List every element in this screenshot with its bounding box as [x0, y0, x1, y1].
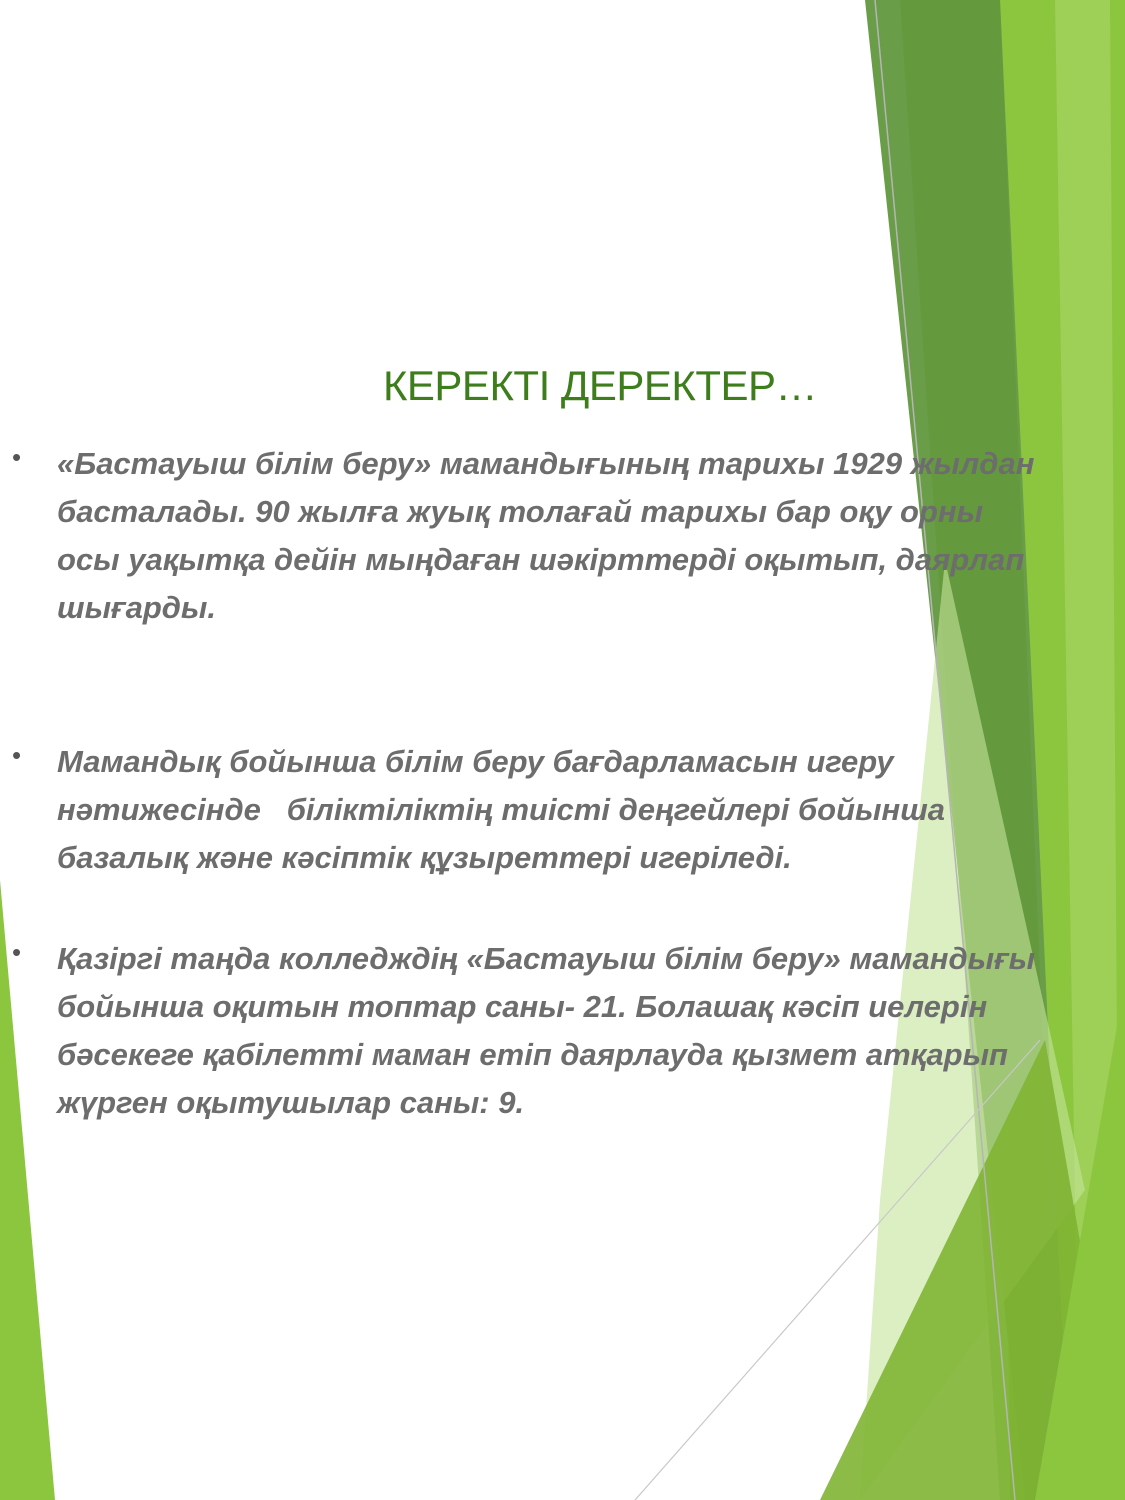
- bullet-marker: •: [12, 740, 22, 770]
- bullet-text: [57, 738, 1117, 882]
- bullet-line: «Бастауыш білім беру» мамандығының тарихы 1929 жылдан: [57, 446, 1035, 481]
- bullet-line: жүрген оқытушылар саны: 9.: [57, 1085, 525, 1120]
- decor-left-sliver: [0, 880, 55, 1500]
- bullet-line: базалық және кәсіптік құзыреттері игеріледі.: [57, 840, 792, 875]
- bullet-line: шығарды.: [57, 590, 217, 625]
- slide-title: КЕРЕКТІ ДЕРЕКТЕР…: [382, 362, 818, 409]
- bullet-marker: •: [12, 442, 22, 472]
- bullet-line: басталады. 90 жылға жуық толағай тарихы бар оқу орны: [57, 494, 984, 529]
- bullet-line: осы уақытқа дейін мыңдаған шәкірттерді оқытып, даярлап: [57, 542, 1025, 577]
- bullet-text: [57, 935, 1117, 1127]
- bullet-line: бойынша оқитын топтар саны- 21. Болашақ кәсіп иелерін: [57, 989, 988, 1024]
- bullet-line: бәсекеге қабілетті маман етіп даярлауда қызмет атқарып: [57, 1037, 1008, 1072]
- bullet-line: Қазіргі таңда колледждің «Бастауыш білім беру» мамандығы: [57, 941, 1036, 976]
- bullet-marker: •: [12, 937, 22, 967]
- bullet-text: [57, 440, 1117, 632]
- bullet-line: Мамандық бойынша білім беру бағдарламасын игеру: [57, 744, 894, 779]
- bullet-line: нәтижесінде біліктіліктің тиісті деңгейлері бойынша: [57, 792, 946, 827]
